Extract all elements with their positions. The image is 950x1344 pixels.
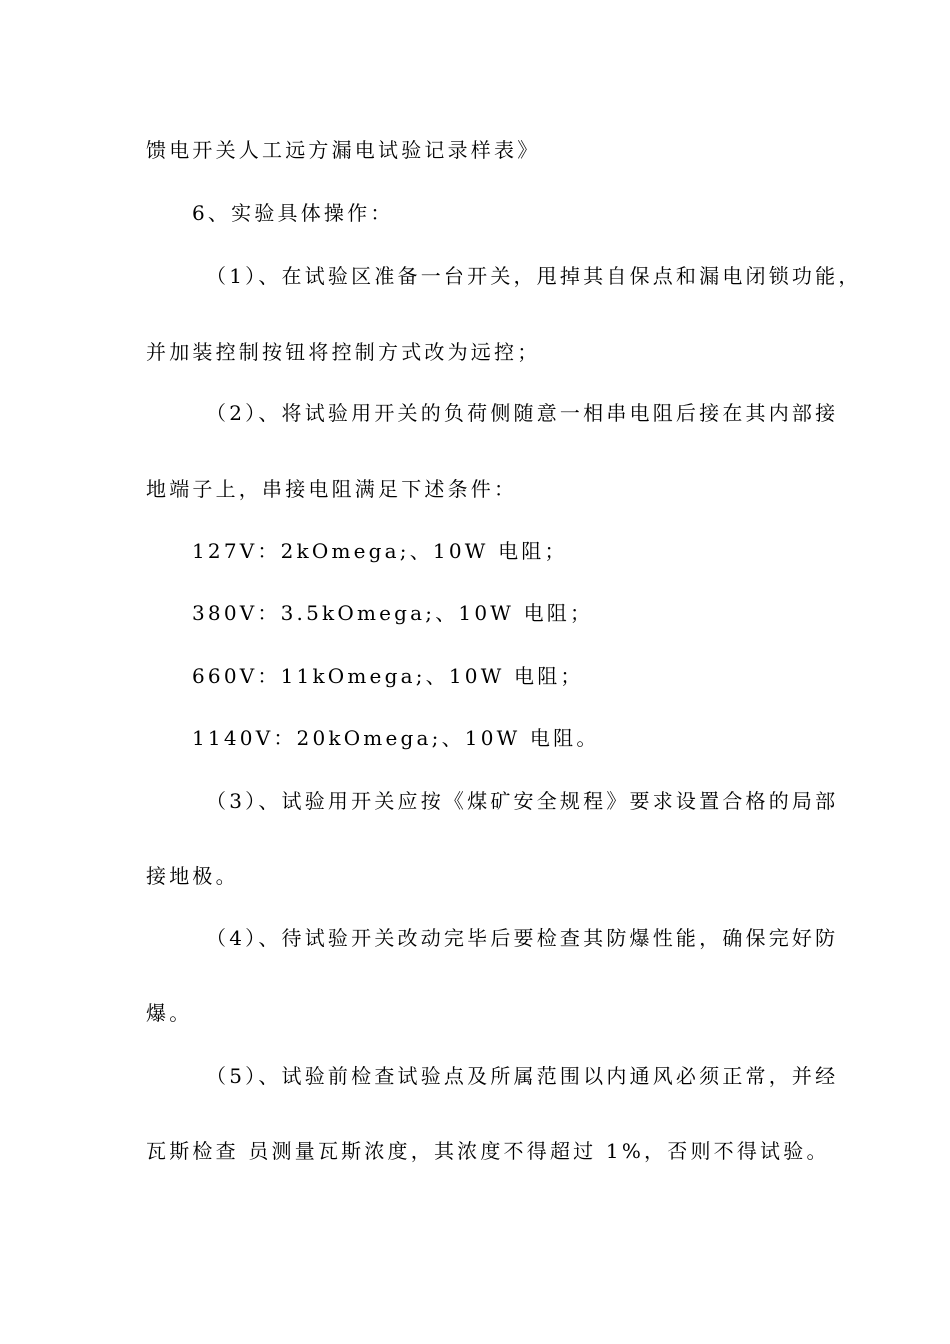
step-3-line-2: 接地极。 [146,864,239,888]
resistor-spec-380v: 380V：3.5kOmega;、10W 电阻； [192,601,594,625]
resistor-spec-1140v: 1140V：20kOmega;、10W 电阻。 [192,726,600,750]
step-2-line-1: （2）、将试验用开关的负荷侧随意一相串电阻后接在其内部接 [206,401,839,425]
step-1-line-1: （1）、在试验区准备一台开关，甩掉其自保点和漏电闭锁功能， [206,264,862,288]
text-line-form-title-tail: 馈电开关人工远方漏电试验记录样表》 [146,138,541,162]
step-3-line-1: （3）、试验用开关应按《煤矿安全规程》要求设置合格的局部 [206,789,839,813]
section-heading-6: 6、实验具体操作： [192,201,394,225]
step-1-line-2: 并加装控制按钮将控制方式改为远控； [146,340,541,364]
resistor-spec-660v: 660V：11kOmega;、10W 电阻； [192,664,584,688]
step-5-line-1: （5）、试验前检查试验点及所属范围以内通风必须正常，并经 [206,1064,839,1088]
step-5-line-2: 瓦斯检查 员测量瓦斯浓度，其浓度不得超过 1%，否则不得试验。 [146,1139,830,1163]
resistor-spec-127v: 127V：2kOmega;、10W 电阻； [192,539,568,563]
step-4-line-2: 爆。 [146,1001,193,1025]
step-2-line-2: 地端子上，串接电阻满足下述条件： [146,477,518,501]
step-4-line-1: （4）、待试验开关改动完毕后要检查其防爆性能，确保完好防 [206,926,839,950]
